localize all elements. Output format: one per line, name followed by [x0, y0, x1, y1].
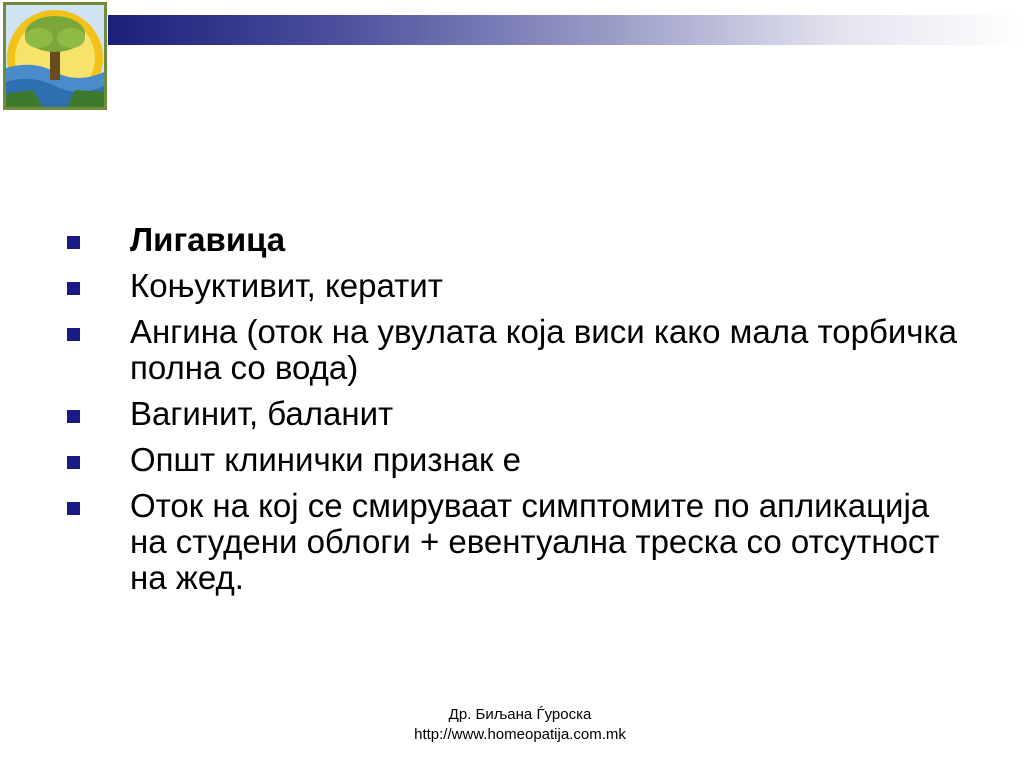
- bullet-item-swelling: [62, 488, 962, 596]
- square-bullet-icon: [67, 328, 80, 341]
- bullet-text: Вагинит, баланит: [130, 395, 394, 432]
- bullet-text: Ангина (оток на увулата која виси како мала торбичка полна со вода): [130, 313, 957, 386]
- bullet-item-vaginitis: [62, 396, 962, 432]
- square-bullet-icon: [67, 502, 80, 515]
- footer-url: http://www.homeopatija.com.mk: [414, 726, 626, 743]
- header-gradient-bar: [108, 15, 1024, 45]
- bullet-list: [62, 222, 962, 606]
- bullet-text: Лигавица: [130, 221, 286, 258]
- square-bullet-icon: [67, 282, 80, 295]
- square-bullet-icon: [67, 456, 80, 469]
- bullet-text: Коњуктивит, кератит: [130, 267, 443, 304]
- tree-sun-river-logo-icon: [3, 2, 107, 110]
- bullet-text: Општ клинички признак е: [130, 441, 522, 478]
- bullet-item-mucosa: [62, 222, 962, 258]
- square-bullet-icon: [67, 410, 80, 423]
- footer: [360, 705, 680, 745]
- bullet-item-conjunctivitis: [62, 268, 962, 304]
- footer-author: Др. Биљана Ѓуроска: [448, 706, 592, 723]
- bullet-text: Оток на кој се смируваат симптомите по апликација на студени облоги + евентуална треска со отсутност на жед.: [130, 487, 940, 596]
- square-bullet-icon: [67, 236, 80, 249]
- bullet-item-general-sign: [62, 442, 962, 478]
- bullet-item-angina: [62, 314, 962, 386]
